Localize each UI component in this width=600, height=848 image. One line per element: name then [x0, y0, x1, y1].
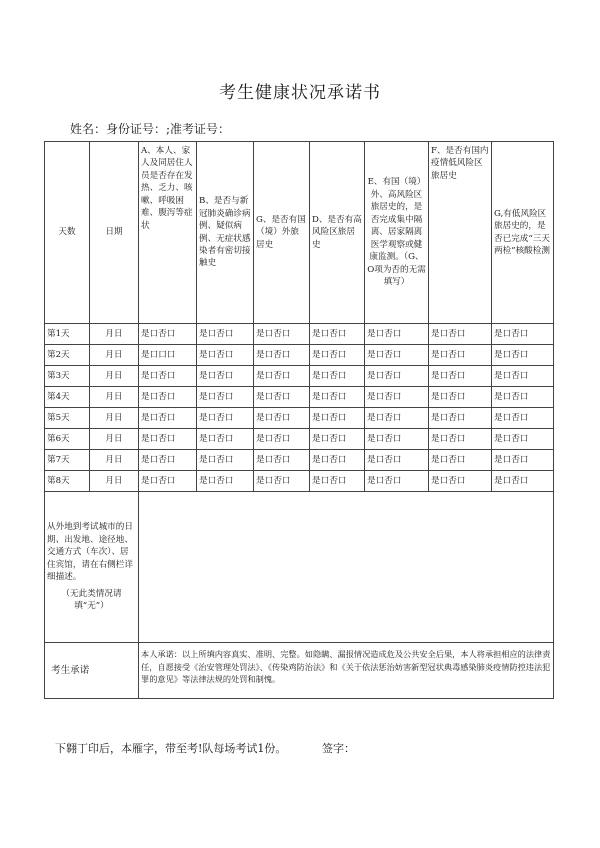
answer-cell[interactable]: 是口否口	[197, 345, 254, 366]
answer-cell[interactable]: 是口否口	[139, 387, 197, 408]
answer-cell[interactable]: 是口否口	[365, 471, 429, 492]
answer-cell[interactable]: 是口否口	[429, 429, 492, 450]
answer-cell[interactable]: 是口否口	[310, 387, 365, 408]
header-g-test: G,有低风险区旅居史的，是否已完成“三天两检”核酸检测	[492, 142, 554, 324]
table-row	[45, 471, 554, 492]
answer-cell[interactable]: 是口否口	[429, 450, 492, 471]
travel-detail-input[interactable]	[139, 492, 554, 643]
day-cell: 第3天	[45, 366, 90, 387]
answer-cell[interactable]: 是口否口	[310, 345, 365, 366]
answer-cell[interactable]: 是口否口	[310, 366, 365, 387]
answer-cell[interactable]: 是口否口	[365, 429, 429, 450]
date-cell[interactable]: 月日	[90, 408, 139, 429]
date-cell[interactable]: 月日	[90, 471, 139, 492]
table-row	[45, 429, 554, 450]
answer-cell[interactable]: 是口否口	[365, 366, 429, 387]
date-cell[interactable]: 月日	[90, 450, 139, 471]
header-e-quarantine: E、有国（境）外、高风险区旅居史的，是否完成集中隔离、居家隔离医学观察或健康监测。（G、O项为否的无需填写）	[365, 142, 429, 324]
answer-cell[interactable]: 是口否口	[429, 324, 492, 345]
travel-description-cell	[45, 492, 139, 643]
page-title: 考生健康状况承诺书	[219, 83, 381, 103]
answer-cell[interactable]: 是口否口	[429, 366, 492, 387]
answer-cell[interactable]: 是口否口	[197, 324, 254, 345]
header-date: 日期	[90, 142, 139, 324]
answer-cell[interactable]: 是口否口	[365, 324, 429, 345]
travel-row	[45, 492, 554, 643]
table-row	[45, 345, 554, 366]
table-row	[45, 366, 554, 387]
answer-cell[interactable]: 是口否口	[429, 387, 492, 408]
health-table	[44, 141, 554, 699]
day-cell: 第6天	[45, 429, 90, 450]
answer-cell[interactable]: 是口否口	[254, 408, 310, 429]
table-row	[45, 387, 554, 408]
answer-cell[interactable]: 是口否口	[139, 366, 197, 387]
header-b-contact: B、是否与新冠肺炎确诊病例、疑似病例、无症状感染者有密切接触史	[197, 142, 254, 324]
travel-note: （无此类情况请填“无”）	[61, 588, 122, 612]
answer-cell[interactable]: 是口否口	[197, 387, 254, 408]
answer-cell[interactable]: 是口否口	[492, 387, 554, 408]
answer-cell[interactable]: 是口否口	[139, 429, 197, 450]
answer-cell[interactable]: 是口否口	[310, 408, 365, 429]
table-row	[45, 324, 554, 345]
answer-cell[interactable]: 是口否口	[139, 450, 197, 471]
promise-text: 本人承诺：以上所填内容真实、准明、完整。如隐瞒、漏报情况造成危及公共安全后果，本人将承担相应的法律责任，自愿接受《治安管理处罚法》、《传染鸡防治法》和《关于依法惩治妨害新型冠状典毒感染肺炎疫情防控违法犯罪的意见》等法律法规的处罚和制愧。	[139, 643, 554, 699]
answer-cell[interactable]: 是口否口	[139, 324, 197, 345]
day-cell: 第2天	[45, 345, 90, 366]
answer-cell[interactable]: 是口否口	[365, 387, 429, 408]
answer-cell[interactable]: 是口否口	[492, 324, 554, 345]
promise-label: 考生承诺	[45, 643, 139, 699]
answer-cell[interactable]: 是口否口	[310, 429, 365, 450]
header-days: 天数	[45, 142, 90, 324]
answer-cell[interactable]: 是口否口	[365, 345, 429, 366]
answer-cell[interactable]: 是口否口	[310, 324, 365, 345]
answer-cell[interactable]: 是口否口	[254, 324, 310, 345]
answer-cell[interactable]: 是口否口	[310, 450, 365, 471]
answer-cell[interactable]: 是口否口	[365, 450, 429, 471]
answer-cell[interactable]: 是口否口	[139, 471, 197, 492]
day-cell: 第4天	[45, 387, 90, 408]
date-cell[interactable]: 月日	[90, 324, 139, 345]
header-f-low-risk: F、是否有国内疫情低风险区旅居史	[429, 142, 492, 324]
date-cell[interactable]: 月日	[90, 387, 139, 408]
answer-cell[interactable]: 是口否口	[254, 345, 310, 366]
answer-cell[interactable]: 是口否口	[197, 450, 254, 471]
answer-cell[interactable]: 是口否口	[492, 408, 554, 429]
answer-cell[interactable]: 是口否口	[492, 471, 554, 492]
date-cell[interactable]: 月日	[90, 366, 139, 387]
travel-label: 从外地到考试城市的日期、出发地、途径地、交通方式（车次）、居住宾馆，请在右侧栏详细描述。	[47, 522, 133, 583]
answer-cell[interactable]: 是口否口	[197, 366, 254, 387]
answer-cell[interactable]: 是口否口	[310, 471, 365, 492]
day-cell: 第8天	[45, 471, 90, 492]
header-c-overseas: G、是否有国（境）外旅居史	[254, 142, 310, 324]
answer-cell[interactable]: 是口否口	[197, 471, 254, 492]
answer-cell[interactable]: 是口否口	[254, 366, 310, 387]
date-cell[interactable]: 月日	[90, 345, 139, 366]
day-cell: 第7天	[45, 450, 90, 471]
answer-cell[interactable]: 是口否口	[254, 387, 310, 408]
print-instruction: 下翱丁印后，本雁字，带至考!队每场考试1份。	[55, 742, 287, 755]
header-d-high-risk: D、是否有高风险区旅居史	[310, 142, 365, 324]
answer-cell[interactable]: 是口否口	[429, 345, 492, 366]
answer-cell[interactable]: 是口否口	[492, 450, 554, 471]
answer-cell[interactable]: 是口否口	[254, 471, 310, 492]
answer-cell[interactable]: 是口否口	[429, 471, 492, 492]
answer-cell[interactable]: 是口否口	[254, 429, 310, 450]
answer-cell[interactable]: 是口口口	[139, 345, 197, 366]
table-row	[45, 450, 554, 471]
signature-label: 签字：	[322, 742, 355, 755]
answer-cell[interactable]: 是口否口	[492, 366, 554, 387]
answer-cell[interactable]: 是口否口	[429, 408, 492, 429]
answer-cell[interactable]: 是口否口	[197, 429, 254, 450]
header-a-symptoms: A、本人、家人及同居住人员是否存在发热、乏力、咳嗽、呼吸困难、腹泻等症状	[139, 142, 197, 324]
day-cell: 第5天	[45, 408, 90, 429]
day-cell: 第1天	[45, 324, 90, 345]
answer-cell[interactable]: 是口否口	[365, 408, 429, 429]
promise-row	[45, 643, 554, 699]
answer-cell[interactable]: 是口否口	[254, 450, 310, 471]
answer-cell[interactable]: 是口否口	[139, 408, 197, 429]
identity-line: 姓名：身份证号：;准考证号：	[70, 122, 231, 136]
answer-cell[interactable]: 是口否口	[197, 408, 254, 429]
date-cell[interactable]: 月日	[90, 429, 139, 450]
header-row	[45, 142, 554, 324]
table-row	[45, 408, 554, 429]
answer-cell[interactable]: 是口否口	[492, 345, 554, 366]
answer-cell[interactable]: 是口否口	[492, 429, 554, 450]
